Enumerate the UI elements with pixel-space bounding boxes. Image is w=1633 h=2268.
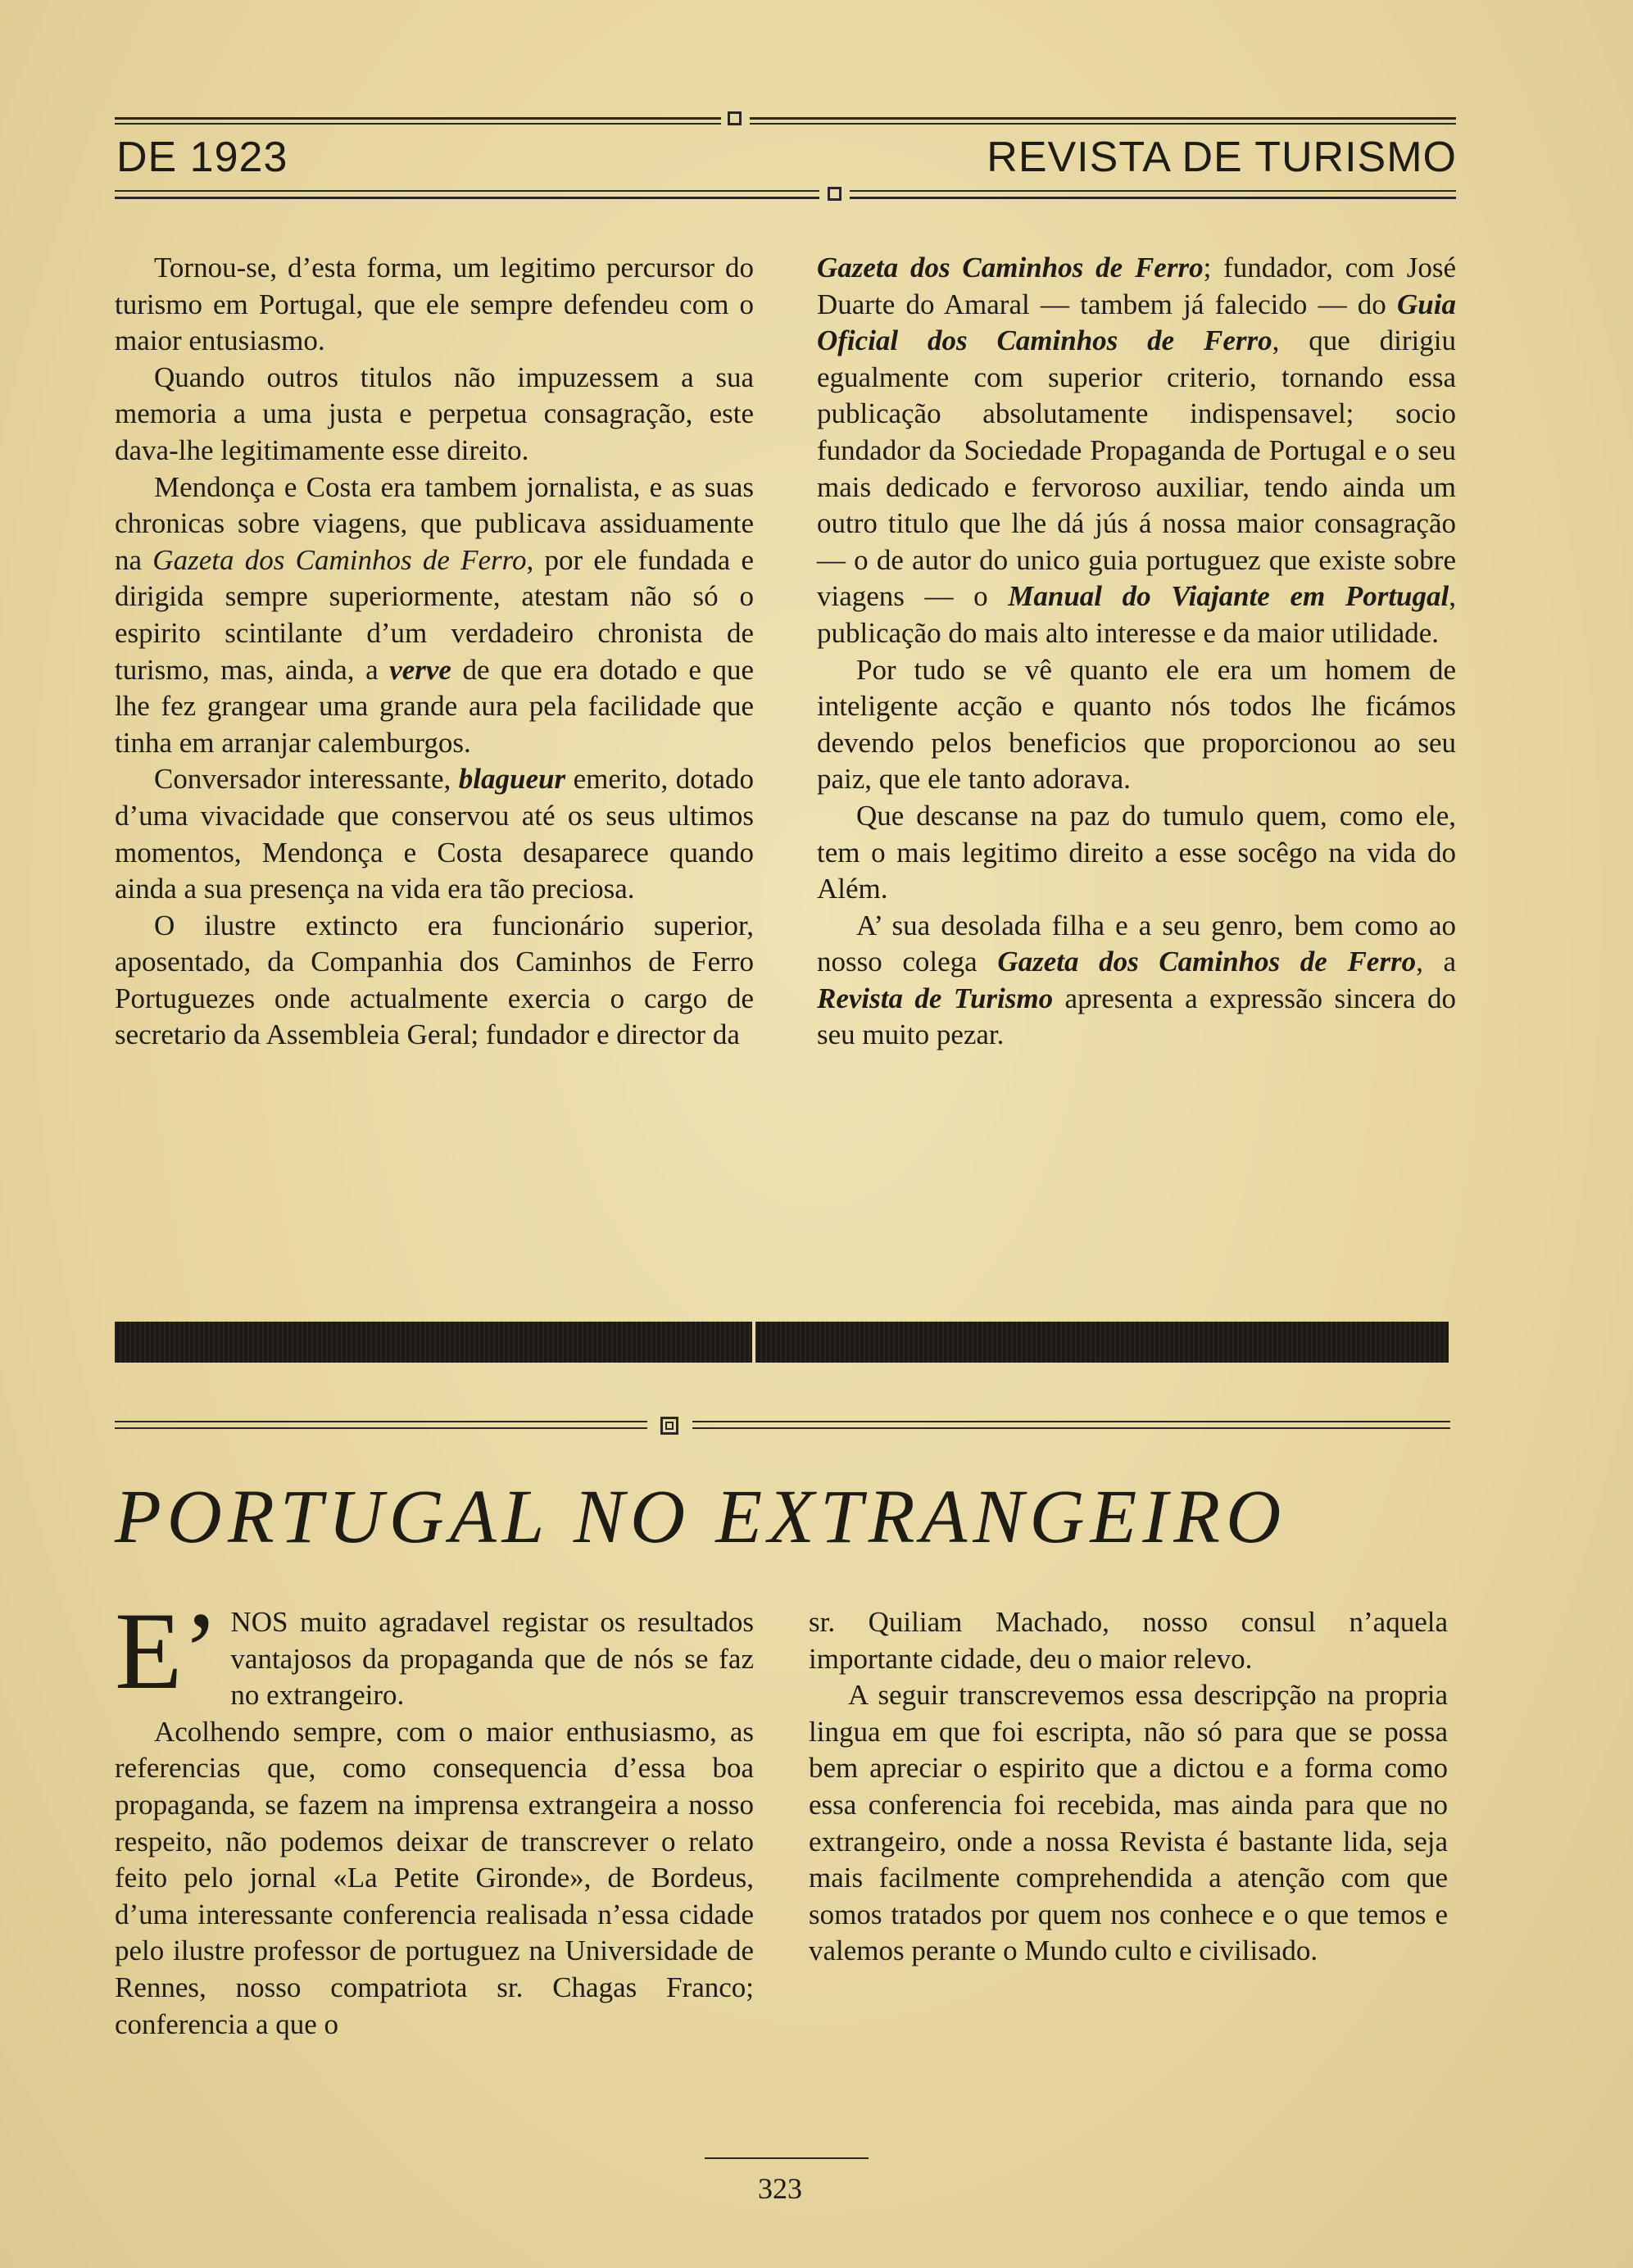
paragraph: Por tudo se vê quanto ele era um homem de inteligente acção e quanto nós todos lhe ficámos devendo pelos beneficios que proporcionou ao seu paiz, que ele tanto adorava.: [817, 653, 1456, 796]
paragraph: Mendonça e Costa era tambem jornalista, e as suas chronicas sobre viagens, que publicava assiduamente na Gazeta dos Caminhos de Ferro, por ele fundada e dirigida sempre superiormente, atestam não só o espirito scintilante d’um verdadeiro chronista de turismo, mas, ainda, a verve de que era dotado e que lhe fez grangear uma grande aura pela facilidade que tinha em arranjar calemburgos.: [115, 470, 754, 759]
mourning-band-left: [115, 1322, 752, 1363]
header-bottom-rule-left-2: [115, 197, 819, 199]
header-bottom-rule-right: [850, 190, 1456, 192]
paragraph: A seguir transcrevemos essa descripção na propria lingua em que foi escripta, não só para que se possa bem apreciar o espirito que a dictou e a forma como essa conferencia foi recebida, mas ainda para que no extrangeiro, onde a nossa Revista é bastante lida, seja mais facilmente comprehendida a atenção com que somos tratados por quem nos conhece e o que temos e valemos perante o Mundo culto e civilisado.: [809, 1679, 1448, 1967]
header-top-rule-right: [750, 117, 1456, 120]
italic-title: Gazeta dos Caminhos de Ferro: [817, 252, 1204, 284]
header-journal-title: REVISTA DE TURISMO: [987, 134, 1457, 181]
italic-term: verve: [389, 653, 451, 686]
obituary-column-2: [817, 250, 1456, 1054]
italic-title: Gazeta dos Caminhos de Ferro: [997, 946, 1417, 978]
footer-rule: [705, 2157, 869, 2159]
paragraph: sr. Quiliam Machado, nosso consul n’aquela importante cidade, deu o maior relevo.: [809, 1606, 1448, 1675]
paragraph: E’ NOS muito agradavel registar os resultados vantajosos da propaganda que de nós se faz no extrangeiro.: [115, 1590, 754, 1712]
section-rule-right-2: [692, 1427, 1450, 1429]
mourning-band-right: [755, 1322, 1449, 1363]
obituary-column-1: [115, 250, 754, 1054]
header-top-rule-left: [115, 117, 721, 120]
section-rule-right: [692, 1421, 1450, 1422]
paragraph: A’ sua desolada filha e a seu genro, bem como ao nosso colega Gazeta dos Caminhos de Ferro, a Revista de Turismo apresenta a expressão sincera do seu muito pezar.: [817, 909, 1456, 1051]
paragraph: Tornou-se, d’esta forma, um legitimo percursor do turismo em Portugal, que ele sempre defendeu com o maior entusiasmo.: [115, 252, 754, 357]
italic-title: Gazeta dos Caminhos de Ferro: [152, 543, 527, 576]
italic-term: blagueur: [458, 763, 566, 796]
italic-title: Manual do Viajante em Portugal: [1008, 580, 1449, 613]
article-column-2: [809, 1604, 1448, 1970]
header-bottom-rule-left: [115, 190, 819, 192]
header-date: DE 1923: [116, 134, 288, 181]
page-number: 323: [758, 2172, 802, 2205]
header-ornament-bottom: [828, 187, 841, 201]
header-ornament-top: [728, 111, 742, 125]
article-title: PORTUGAL NO EXTRANGEIRO: [115, 1475, 1287, 1559]
section-rule-left-2: [115, 1427, 647, 1429]
paragraph: Conversador interessante, blagueur emerito, dotado d’uma vivacidade que conservou até os seus ultimos momentos, Mendonça e Costa desaparece quando ainda a sua presença na vida era tão preciosa.: [115, 763, 754, 905]
italic-title: Revista de Turismo: [817, 982, 1054, 1014]
header-bottom-rule-right-2: [850, 197, 1456, 199]
section-ornament-inner: [665, 1422, 674, 1430]
italic-title: Guia Oficial dos Caminhos de Ferro: [817, 288, 1456, 357]
paragraph: Gazeta dos Caminhos de Ferro; fundador, com José Duarte do Amaral — tambem já falecido — do Guia Oficial dos Caminhos de Ferro, que dirigiu egualmente com superior criterio, tornando essa publicação absolutamente indispensavel; socio fundador da Sociedade Propaganda de Portugal e o seu mais dedicado e fervoroso auxiliar, tendo ainda um outro titulo que lhe dá jús á nossa maior consagração — o de autor do unico guia portuguez que existe sobre viagens — o Manual do Viajante em Portugal, publicação do mais alto interesse e da maior utilidade.: [817, 252, 1457, 649]
header-top-rule-left-2: [115, 123, 721, 125]
header-top-rule-right-2: [750, 123, 1456, 125]
paragraph: Acolhendo sempre, com o maior enthusiasmo, as referencias que, como consequencia d’essa boa propaganda, se fazem na imprensa extrangeira a nosso respeito, não podemos deixar de transcrever o relato feito pelo jornal «La Petite Gironde», de Bordeus, d’uma interessante conferencia realisada n’essa cidade pelo ilustre professor de portuguez na Universidade de Rennes, nosso compatriota sr. Chagas Franco; conferencia a que o: [115, 1715, 754, 2040]
article-column-1: [115, 1590, 754, 2043]
section-rule-left: [115, 1421, 647, 1422]
drop-cap: E’: [115, 1590, 220, 1712]
paragraph: Quando outros titulos não impuzessem a sua memoria a uma justa e perpetua consagração, este dava-lhe legitimamente esse direito.: [115, 361, 754, 466]
paragraph: Que descanse na paz do tumulo quem, como ele, tem o mais legitimo direito a esse socêgo na vida do Além.: [817, 799, 1456, 905]
paragraph: O ilustre extincto era funcionário superior, aposentado, da Companhia dos Caminhos de Ferro Portuguezes onde actualmente exercia o cargo de secretario da Assembleia Geral; fundador e director da: [115, 909, 754, 1051]
